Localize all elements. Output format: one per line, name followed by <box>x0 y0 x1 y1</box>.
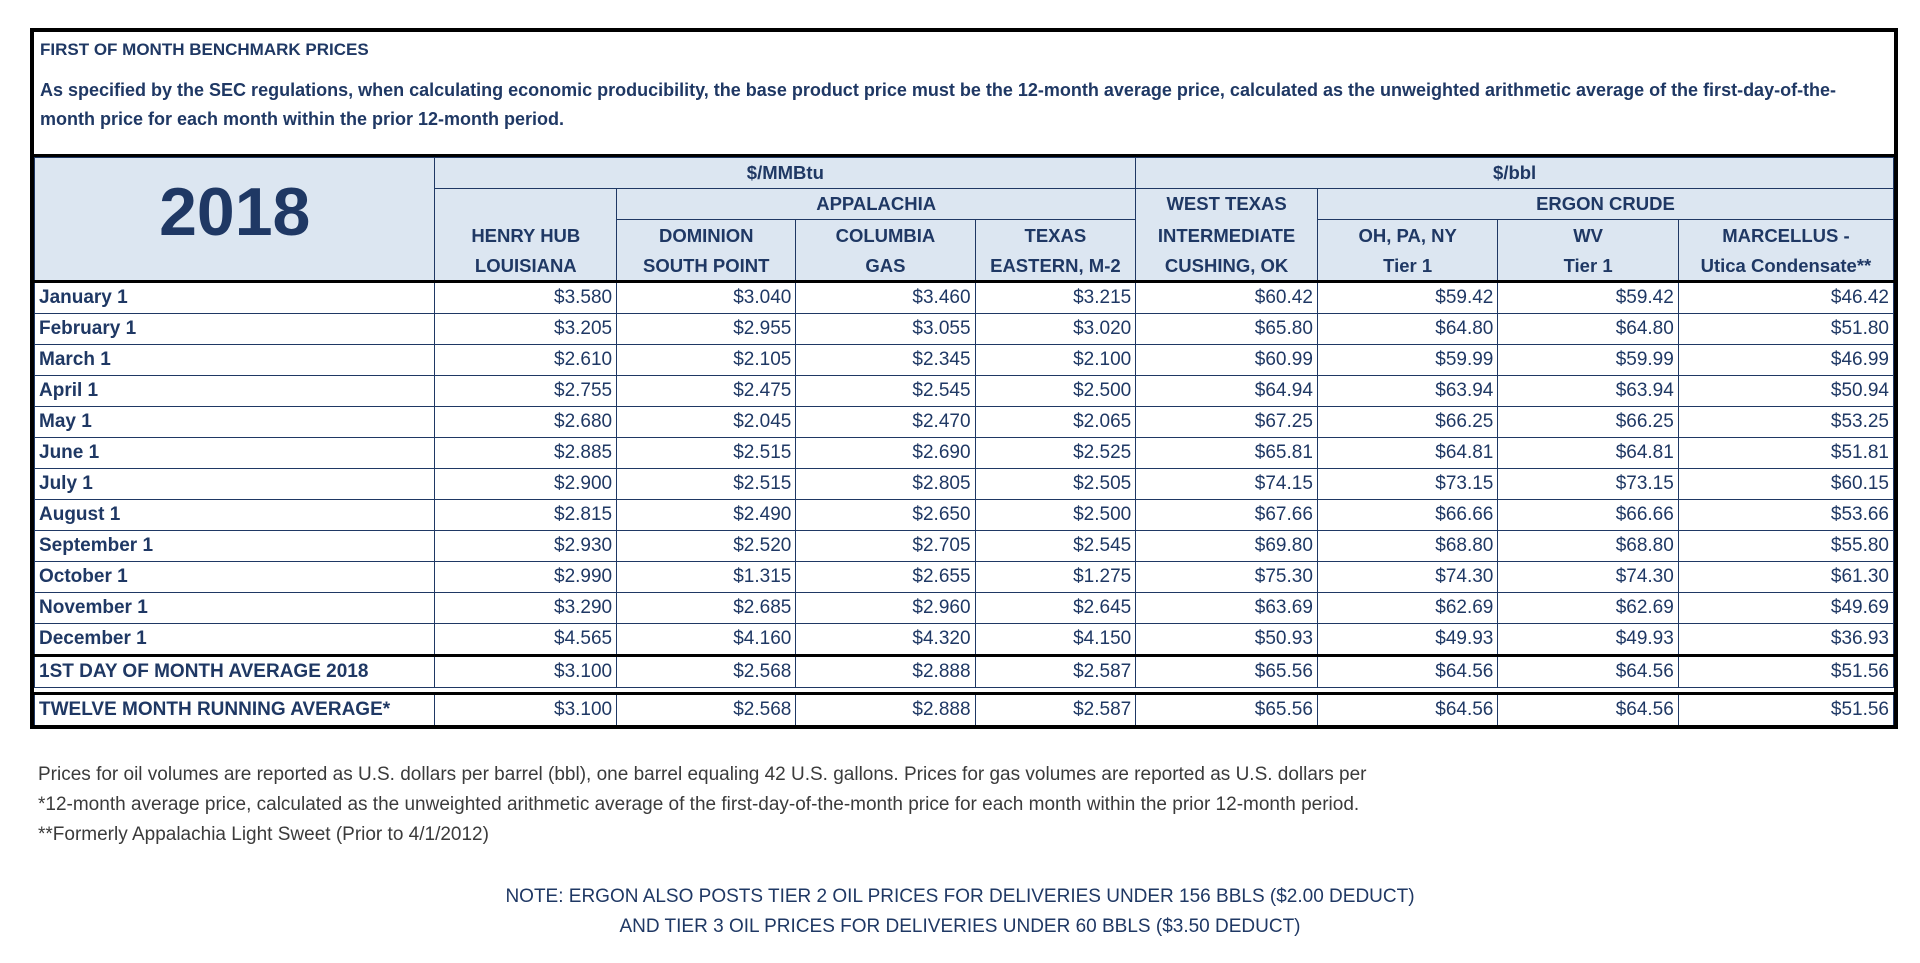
cell-value: $2.345 <box>796 345 975 376</box>
header-spacer <box>435 189 617 220</box>
cell-value: $2.705 <box>796 531 975 562</box>
cell-value: $74.15 <box>1136 469 1318 500</box>
tier-note <box>0 882 1920 942</box>
cell-value: $53.25 <box>1678 407 1893 438</box>
cell-value: $2.490 <box>617 500 796 531</box>
cell-value: $59.99 <box>1498 345 1678 376</box>
table-row <box>35 345 1894 376</box>
row-label: March 1 <box>35 345 435 376</box>
cell-value: $2.900 <box>435 469 617 500</box>
row-label: November 1 <box>35 593 435 624</box>
cell-value: $64.81 <box>1317 438 1497 469</box>
cell-value: $68.80 <box>1317 531 1497 562</box>
cell-value: $36.93 <box>1678 624 1893 656</box>
cell-value: $60.15 <box>1678 469 1893 500</box>
cell-value: $51.56 <box>1678 694 1893 726</box>
cell-value: $2.500 <box>975 500 1136 531</box>
cell-value: $2.650 <box>796 500 975 531</box>
cell-value: $4.320 <box>796 624 975 656</box>
cell-value: $59.42 <box>1498 282 1678 314</box>
table-row <box>35 407 1894 438</box>
cell-value: $63.69 <box>1136 593 1318 624</box>
cell-value: $2.755 <box>435 376 617 407</box>
cell-value: $69.80 <box>1136 531 1318 562</box>
cell-value: $49.93 <box>1498 624 1678 656</box>
average-row <box>35 656 1894 688</box>
cell-value: $3.580 <box>435 282 617 314</box>
cell-value: $2.587 <box>975 694 1136 726</box>
table-row <box>35 500 1894 531</box>
cell-value: $49.93 <box>1317 624 1497 656</box>
cell-value: $67.66 <box>1136 500 1318 531</box>
table-row <box>35 624 1894 656</box>
price-table <box>34 157 1894 725</box>
cell-value: $66.25 <box>1498 407 1678 438</box>
cell-value: $64.56 <box>1498 656 1678 688</box>
cell-value: $2.805 <box>796 469 975 500</box>
cell-value: $50.93 <box>1136 624 1318 656</box>
table-row <box>35 469 1894 500</box>
cell-value: $2.470 <box>796 407 975 438</box>
year-heading: 2018 <box>35 158 435 282</box>
cell-value: $2.685 <box>617 593 796 624</box>
cell-value: $2.888 <box>796 694 975 726</box>
cell-value: $2.520 <box>617 531 796 562</box>
col-subheader-texas-eastern: EASTERN, M-2 <box>975 251 1136 282</box>
cell-value: $2.105 <box>617 345 796 376</box>
tier-note-line-2: AND TIER 3 OIL PRICES FOR DELIVERIES UNDER 60 BBLS ($3.50 DEDUCT) <box>619 916 1301 937</box>
benchmark-prices-panel <box>30 28 1898 729</box>
table-row <box>35 531 1894 562</box>
cell-value: $46.42 <box>1678 282 1893 314</box>
cell-value: $66.25 <box>1317 407 1497 438</box>
cell-value: $65.56 <box>1136 694 1318 726</box>
row-label: February 1 <box>35 314 435 345</box>
cell-value: $64.94 <box>1136 376 1318 407</box>
cell-value: $64.56 <box>1317 656 1497 688</box>
row-label: April 1 <box>35 376 435 407</box>
cell-value: $73.15 <box>1317 469 1497 500</box>
row-label: June 1 <box>35 438 435 469</box>
row-label: May 1 <box>35 407 435 438</box>
cell-value: $2.815 <box>435 500 617 531</box>
row-label: September 1 <box>35 531 435 562</box>
cell-value: $55.80 <box>1678 531 1893 562</box>
cell-value: $51.80 <box>1678 314 1893 345</box>
cell-value: $3.290 <box>435 593 617 624</box>
cell-value: $66.66 <box>1317 500 1497 531</box>
cell-value: $2.045 <box>617 407 796 438</box>
col-subheader-columbia: GAS <box>796 251 975 282</box>
row-label: October 1 <box>35 562 435 593</box>
row-label: December 1 <box>35 624 435 656</box>
cell-value: $2.955 <box>617 314 796 345</box>
cell-value: $2.475 <box>617 376 796 407</box>
table-row <box>35 593 1894 624</box>
cell-value: $67.25 <box>1136 407 1318 438</box>
cell-value: $59.42 <box>1317 282 1497 314</box>
cell-value: $62.69 <box>1498 593 1678 624</box>
cell-value: $65.81 <box>1136 438 1318 469</box>
table-row <box>35 282 1894 314</box>
col-header-dominion: DOMINION <box>617 220 796 251</box>
cell-value: $64.56 <box>1317 694 1497 726</box>
cell-value: $2.065 <box>975 407 1136 438</box>
col-subheader-oh-pa-ny: Tier 1 <box>1317 251 1497 282</box>
footnotes <box>38 760 1367 850</box>
intro-title: FIRST OF MONTH BENCHMARK PRICES <box>40 40 369 59</box>
table-row <box>35 562 1894 593</box>
cell-value: $50.94 <box>1678 376 1893 407</box>
col-header-wv: WV <box>1498 220 1678 251</box>
running-average-row <box>35 694 1894 726</box>
cell-value: $3.040 <box>617 282 796 314</box>
cell-value: $64.56 <box>1498 694 1678 726</box>
cell-value: $3.055 <box>796 314 975 345</box>
table-header <box>35 158 1894 282</box>
cell-value: $2.930 <box>435 531 617 562</box>
cell-value: $4.150 <box>975 624 1136 656</box>
cell-value: $49.69 <box>1678 593 1893 624</box>
footnote-units: Prices for oil volumes are reported as U.S. dollars per barrel (bbl), one barrel equaling 42 U.S. gallons. Prices for gas volumes are reported as U.S. dollars per <box>38 764 1367 785</box>
cell-value: $4.160 <box>617 624 796 656</box>
col-subheader-wv: Tier 1 <box>1498 251 1678 282</box>
cell-value: $62.69 <box>1317 593 1497 624</box>
cell-value: $3.100 <box>435 656 617 688</box>
tier-note-line-1: NOTE: ERGON ALSO POSTS TIER 2 OIL PRICES FOR DELIVERIES UNDER 156 BBLS ($2.00 DEDUCT) <box>505 886 1415 907</box>
cell-value: $2.610 <box>435 345 617 376</box>
cell-value: $64.80 <box>1498 314 1678 345</box>
cell-value: $2.645 <box>975 593 1136 624</box>
cell-value: $2.568 <box>617 656 796 688</box>
cell-value: $3.215 <box>975 282 1136 314</box>
cell-value: $73.15 <box>1498 469 1678 500</box>
cell-value: $65.56 <box>1136 656 1318 688</box>
col-header-columbia: COLUMBIA <box>796 220 975 251</box>
row-label: August 1 <box>35 500 435 531</box>
cell-value: $59.99 <box>1317 345 1497 376</box>
cell-value: $3.460 <box>796 282 975 314</box>
cell-value: $60.99 <box>1136 345 1318 376</box>
col-subheader-henry-hub: LOUISIANA <box>435 251 617 282</box>
col-header-henry-hub: HENRY HUB <box>435 220 617 251</box>
col-header-marcellus: MARCELLUS - <box>1678 220 1893 251</box>
table-row <box>35 376 1894 407</box>
cell-value: $74.30 <box>1317 562 1497 593</box>
cell-value: $4.565 <box>435 624 617 656</box>
intro-text: As specified by the SEC regulations, when calculating economic producibility, the base product price must be the 12-month average price, calculated as the unweighted arithmetic average of the first-day-of-the-month price for each month within the prior 12-month period. <box>40 80 1837 129</box>
cell-value: $68.80 <box>1498 531 1678 562</box>
table-row <box>35 314 1894 345</box>
row-label: July 1 <box>35 469 435 500</box>
ergon-crude-heading: ERGON CRUDE <box>1317 189 1893 220</box>
cell-value: $63.94 <box>1498 376 1678 407</box>
cell-value: $46.99 <box>1678 345 1893 376</box>
cell-value: $2.888 <box>796 656 975 688</box>
footnote-average: *12-month average price, calculated as the unweighted arithmetic average of the first-day-of-the-month price for each month within the prior 12-month period. <box>38 794 1360 815</box>
cell-value: $2.587 <box>975 656 1136 688</box>
cell-value: $64.80 <box>1317 314 1497 345</box>
footnote-formerly: **Formerly Appalachia Light Sweet (Prior to 4/1/2012) <box>38 824 489 845</box>
cell-value: $2.515 <box>617 469 796 500</box>
col-subheader-dominion: SOUTH POINT <box>617 251 796 282</box>
cell-value: $2.500 <box>975 376 1136 407</box>
cell-value: $2.100 <box>975 345 1136 376</box>
cell-value: $2.990 <box>435 562 617 593</box>
cell-value: $53.66 <box>1678 500 1893 531</box>
cell-value: $60.42 <box>1136 282 1318 314</box>
cell-value: $65.80 <box>1136 314 1318 345</box>
cell-value: $2.680 <box>435 407 617 438</box>
cell-value: $2.525 <box>975 438 1136 469</box>
cell-value: $51.56 <box>1678 656 1893 688</box>
cell-value: $51.81 <box>1678 438 1893 469</box>
unit-oil-heading: $/bbl <box>1136 158 1894 189</box>
intro-section <box>34 32 1894 157</box>
cell-value: $2.690 <box>796 438 975 469</box>
cell-value: $2.655 <box>796 562 975 593</box>
cell-value: $3.020 <box>975 314 1136 345</box>
appalachia-heading: APPALACHIA <box>617 189 1136 220</box>
cell-value: $1.275 <box>975 562 1136 593</box>
cell-value: $3.205 <box>435 314 617 345</box>
table-row <box>35 438 1894 469</box>
cell-value: $3.100 <box>435 694 617 726</box>
unit-gas-heading: $/MMBtu <box>435 158 1136 189</box>
cell-value: $2.515 <box>617 438 796 469</box>
col-header-oh-pa-ny: OH, PA, NY <box>1317 220 1497 251</box>
cell-value: $2.505 <box>975 469 1136 500</box>
col-subheader-wti: CUSHING, OK <box>1136 251 1318 282</box>
cell-value: $75.30 <box>1136 562 1318 593</box>
average-row-label: 1ST DAY OF MONTH AVERAGE 2018 <box>35 656 435 688</box>
col-header-wti: INTERMEDIATE <box>1136 220 1318 251</box>
cell-value: $63.94 <box>1317 376 1497 407</box>
cell-value: $2.545 <box>975 531 1136 562</box>
cell-value: $1.315 <box>617 562 796 593</box>
table-body <box>35 282 1894 726</box>
row-label: January 1 <box>35 282 435 314</box>
cell-value: $2.568 <box>617 694 796 726</box>
col-header-texas-eastern: TEXAS <box>975 220 1136 251</box>
west-texas-heading: WEST TEXAS <box>1136 189 1318 220</box>
cell-value: $61.30 <box>1678 562 1893 593</box>
cell-value: $64.81 <box>1498 438 1678 469</box>
running-average-label: TWELVE MONTH RUNNING AVERAGE* <box>35 694 435 726</box>
cell-value: $74.30 <box>1498 562 1678 593</box>
cell-value: $2.545 <box>796 376 975 407</box>
cell-value: $66.66 <box>1498 500 1678 531</box>
cell-value: $2.885 <box>435 438 617 469</box>
col-subheader-marcellus: Utica Condensate** <box>1678 251 1893 282</box>
cell-value: $2.960 <box>796 593 975 624</box>
